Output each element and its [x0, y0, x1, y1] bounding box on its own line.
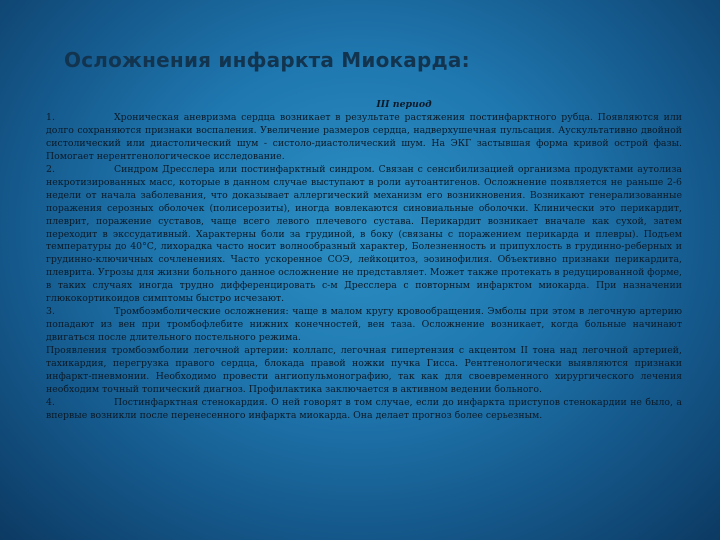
item-text: Постинфарктная стенокардия. О ней говорят в том случае, если до инфаркта приступов стенокардии не было, а впервые возникли после перенесенного инфаркта миокарда. Она делает прогноз более серьезным. [46, 396, 682, 421]
item-text: Тромбоэмболические осложнения: чаще в малом кругу кровообращения. Эмболы при этом в легочную артерию попадают из вен при тромбофлебите нижних конечностей, вен таза. Осложнение возникает, когда больные начинают двигаться после длительного постельного режима. [46, 306, 682, 344]
item-number: 1. [46, 111, 55, 123]
slide-body [46, 99, 682, 423]
item-number: 2. [46, 163, 55, 175]
slide-title: Осложнения инфаркта Миокарда: [64, 48, 470, 72]
list-item [46, 164, 682, 306]
period-heading: III период [376, 99, 432, 110]
list-item [46, 397, 682, 423]
list-item [46, 306, 682, 345]
item-text: Хроническая аневризма сердца возникает в результате растяжения постинфарктного рубца. Появляются или долго сохраняются признаки воспаления. Увеличение размеров сердца, надверхушечная пульсация. Аускультативно двойной систолический или диастолический шум - систоло-диастолический шум. На ЭКГ застывшая форма кривой острой фазы. Помогает нерентгенологическое исследование. [46, 111, 682, 162]
item-text: Синдром Дресслера или постинфарктный синдром. Связан с сенсибилизацией организма продуктами аутолиза некротизированных масс, которые в данном случае выступают в роли аутоантигенов. Осложнение появляется не раньше 2-6 недели от начала заболевания, что доказывает аллергический механизм его возникновения. Возникают генерализованные поражения серозных оболочек (полисерозиты), иногда вовлекаются синовиальные оболочки. Клинически это перикардит, плеврит, поражение суставов, чаще всего левого плечевого сустава. Перикардит возникает вначале как сухой, затем переходит в экссудативный. Характерны боли за грудиной, в боку (связаны с поражением перикарда и плевры). Подъем температуры до 40°С, лихорадка часто носит волнообразный характер, Болезненность и припухлость в грудинно-реберных и грудинно-ключичных сочленениях. Часто ускоренное СОЭ, лейкоцитоз, эозинофилия. Объективно признаки перикардита, плеврита. Угрозы для жизни больного данное осложнение не представляет. Может также протекать в редуцированной форме, в таких случаях иногда трудно дифференцировать с-м Дресслера с повторным инфарктом миокарда. При назначении глюкокортикоидов симптомы быстро исчезают. [46, 163, 682, 305]
item-number: 3. [46, 306, 55, 318]
list-item [46, 112, 682, 164]
paragraph: Проявления тромбоэмболии легочной артерии: коллапс, легочная гипертензия с акцентом II тона над легочной артерией, тахикардия, перегрузка правого сердца, блокада правой ножки пучка Гисса. Рентгенологически выявляются признаки инфаркт-пневмонии. Необходимо провести ангиопульмонографию, так как для своевременного хирургического лечения необходим точный топический диагноз. Профилактика заключается в активном ведении больного. [46, 345, 682, 395]
item-number: 4. [46, 396, 55, 408]
